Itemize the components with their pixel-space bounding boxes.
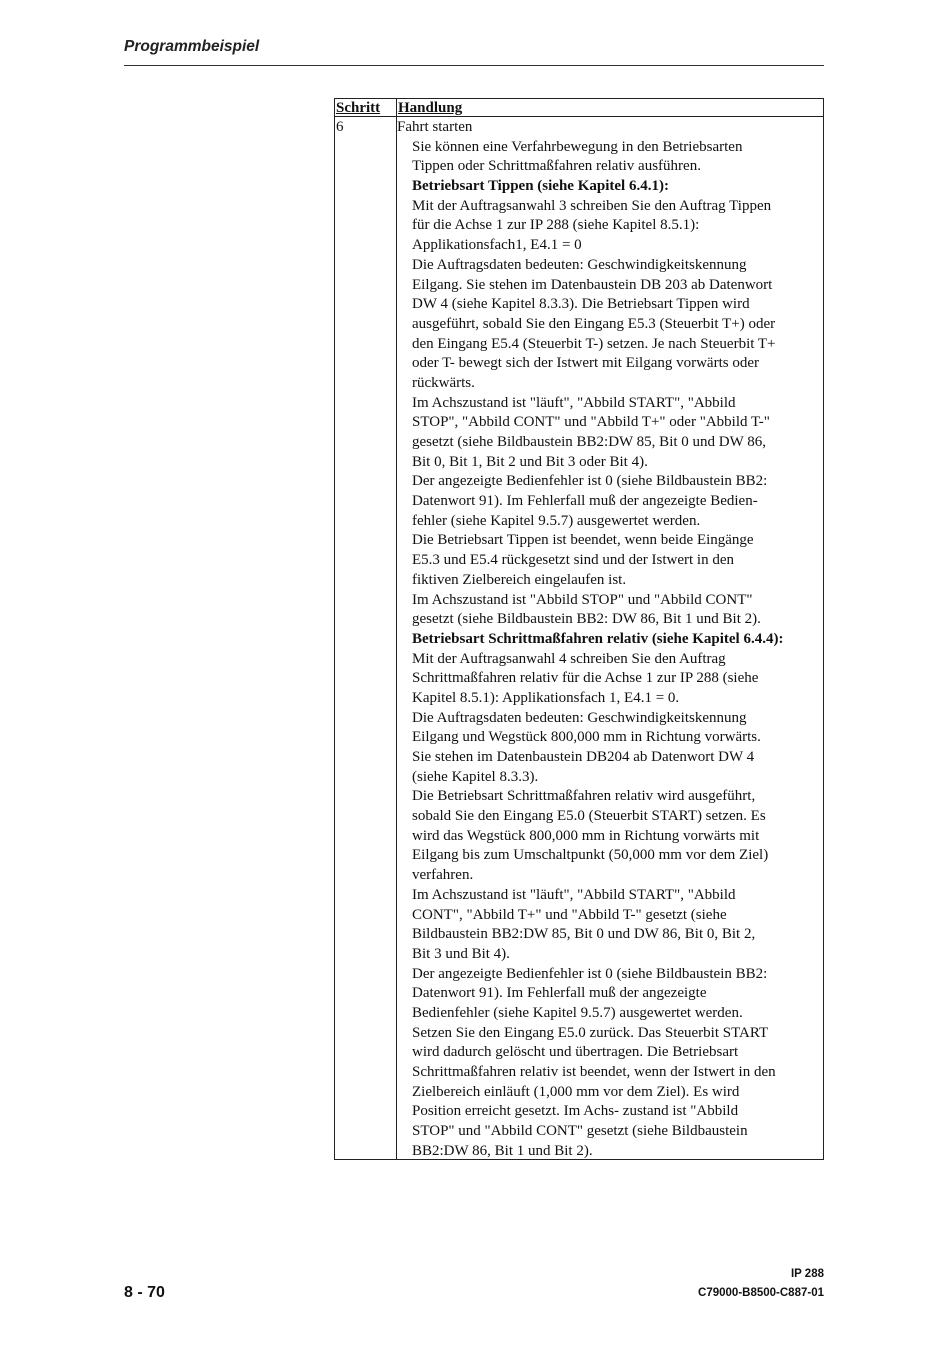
- description-line: Mit der Auftragsanwahl 3 schreiben Sie den Auftrag Tippen: [412, 197, 772, 214]
- description-line: Schrittmaßfahren relativ für die Achse 1 zur IP 288 (siehe: [412, 670, 759, 687]
- description-line: Zielbereich einläuft (1,000 mm vor dem Ziel). Es wird: [412, 1083, 740, 1100]
- column-header-step: Schritt: [336, 100, 381, 116]
- description-line: Die Auftragsdaten bedeuten: Geschwindigkeitskennung: [412, 709, 747, 726]
- description-line: gesetzt (siehe Bildbaustein BB2:DW 85, Bit 0 und DW 86,: [412, 434, 766, 450]
- description-line: gesetzt (siehe Bildbaustein BB2: DW 86, Bit 1 und Bit 2).: [412, 611, 761, 628]
- description-line: fehler (siehe Kapitel 9.5.7) ausgewertet werden.: [412, 512, 701, 529]
- description-line: Sie stehen im Datenbaustein DB204 ab Datenwort DW 4: [412, 749, 755, 765]
- product-name: IP 288: [790, 1268, 824, 1280]
- header-rule: [124, 65, 824, 66]
- description-line: für die Achse 1 zur IP 288 (siehe Kapitel 8.5.1):: [412, 217, 700, 234]
- description-line: sobald Sie den Eingang E5.0 (Steuerbit START) setzen. Es: [412, 808, 766, 825]
- column-divider: [396, 99, 397, 1159]
- description-line: Der angezeigte Bedienfehler ist 0 (siehe Bildbaustein BB2:: [412, 473, 768, 490]
- description-line: BB2:DW 86, Bit 1 und Bit 2).: [412, 1142, 593, 1159]
- action-title: Fahrt starten: [397, 119, 473, 135]
- description-line: ausgeführt, sobald Sie den Eingang E5.3 (Steuerbit T+) oder: [412, 315, 776, 332]
- description-line: Die Auftragsdaten bedeuten: Geschwindigkeitskennung: [412, 256, 747, 273]
- page-number: 8 - 70: [124, 1284, 165, 1301]
- description-line: Bildbaustein BB2:DW 85, Bit 0 und DW 86, Bit 0, Bit 2,: [412, 926, 756, 943]
- section-heading-line: Betriebsart Tippen (siehe Kapitel 6.4.1):: [412, 178, 669, 195]
- description-line: Eilgang und Wegstück 800,000 mm in Richtung vorwärts.: [412, 729, 761, 746]
- description-line: Tippen oder Schrittmaßfahren relativ ausführen.: [412, 158, 701, 175]
- column-header-action: Handlung: [398, 100, 463, 116]
- description-line: oder T- bewegt sich der Istwert mit Eilgang vorwärts oder: [412, 355, 759, 372]
- description-line: Im Achszustand ist "Abbild STOP" und "Abbild CONT": [412, 591, 753, 608]
- description-line: (siehe Kapitel 8.3.3).: [412, 768, 539, 785]
- description-line: STOP" und "Abbild CONT" gesetzt (siehe Bildbaustein: [412, 1123, 748, 1140]
- description-line: Der angezeigte Bedienfehler ist 0 (siehe Bildbaustein BB2:: [412, 965, 768, 982]
- description-line: Datenwort 91). Im Fehlerfall muß der angezeigte Bedien-: [412, 493, 758, 510]
- order-number: C79000-B8500-C887-01: [698, 1287, 824, 1299]
- description-line: STOP", "Abbild CONT" und "Abbild T+" oder "Abbild T-": [412, 414, 770, 431]
- procedure-table: [334, 98, 824, 1160]
- description-line: Die Betriebsart Schrittmaßfahren relativ wird ausgeführt,: [412, 788, 756, 805]
- description-line: Setzen Sie den Eingang E5.0 zurück. Das Steuerbit START: [412, 1024, 769, 1041]
- description-line: wird das Wegstück 800,000 mm in Richtung vorwärts mit: [412, 827, 760, 844]
- description-line: E5.3 und E5.4 rückgesetzt sind und der Istwert in den: [412, 552, 735, 569]
- description-line: Kapitel 8.5.1): Applikationsfach 1, E4.1 = 0.: [412, 689, 680, 706]
- description-line: Bit 0, Bit 1, Bit 2 und Bit 3 oder Bit 4).: [412, 453, 648, 470]
- description-line: Bedienfehler (siehe Kapitel 9.5.7) ausgewertet werden.: [412, 1004, 743, 1021]
- action-description: [412, 138, 822, 1162]
- description-line: Bit 3 und Bit 4).: [412, 945, 510, 962]
- section-heading-line: Betriebsart Schrittmaßfahren relativ (siehe Kapitel 6.4.4):: [412, 630, 784, 647]
- description-line: den Eingang E5.4 (Steuerbit T-) setzen. Je nach Steuerbit T+: [412, 335, 776, 352]
- description-line: Datenwort 91). Im Fehlerfall muß der angezeigte: [412, 985, 707, 1002]
- description-line: Applikationsfach1, E4.1 = 0: [412, 237, 582, 254]
- description-line: CONT", "Abbild T+" und "Abbild T-" gesetzt (siehe: [412, 906, 727, 923]
- description-line: Eilgang bis zum Umschaltpunkt (50,000 mm vor dem Ziel): [412, 847, 769, 864]
- description-line: Eilgang. Sie stehen im Datenbaustein DB 203 ab Datenwort: [412, 276, 773, 293]
- description-line: verfahren.: [412, 867, 474, 884]
- description-line: wird dadurch gelöscht und übertragen. Die Betriebsart: [412, 1044, 739, 1061]
- description-line: Im Achszustand ist "läuft", "Abbild START", "Abbild: [412, 886, 736, 903]
- description-line: Position erreicht gesetzt. Im Achs- zustand ist "Abbild: [412, 1103, 739, 1120]
- description-line: fiktiven Zielbereich eingelaufen ist.: [412, 571, 627, 588]
- description-line: Schrittmaßfahren relativ ist beendet, wenn der Istwert in den: [412, 1064, 776, 1080]
- description-line: DW 4 (siehe Kapitel 8.3.3). Die Betriebsart Tippen wird: [412, 296, 750, 313]
- description-line: Im Achszustand ist "läuft", "Abbild START", "Abbild: [412, 394, 736, 411]
- description-line: Sie können eine Verfahrbewegung in den Betriebsarten: [412, 138, 743, 155]
- description-line: rückwärts.: [412, 374, 475, 391]
- page-header-title: Programmbeispiel: [124, 38, 260, 55]
- description-line: Mit der Auftragsanwahl 4 schreiben Sie den Auftrag: [412, 650, 726, 667]
- description-line: Die Betriebsart Tippen ist beendet, wenn beide Eingänge: [412, 532, 754, 549]
- step-number: 6: [336, 119, 344, 135]
